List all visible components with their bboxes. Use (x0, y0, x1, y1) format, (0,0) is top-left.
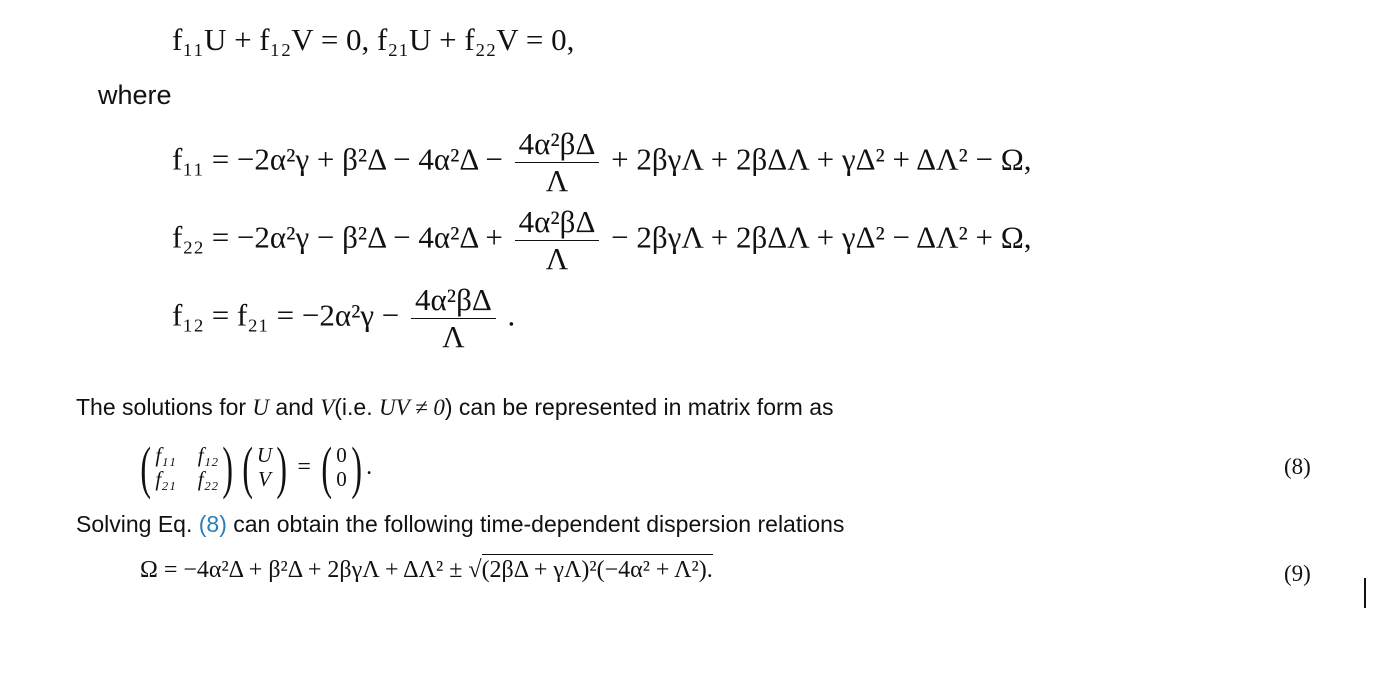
matrix-equation (136, 432, 372, 502)
para2-text-a: Solving Eq. (76, 511, 199, 537)
matrix-f22: f₂₂ (197, 467, 219, 491)
f22-fraction (515, 204, 600, 277)
vector-right-paren: ) (276, 434, 288, 500)
matrix-left-paren: ( (140, 434, 151, 500)
matrix-right-paren: ) (222, 434, 234, 500)
f11-rhs: + 2βγΛ + 2βΔΛ + γΔ² + ΔΛ² − Ω, (611, 141, 1032, 177)
equation-f-system: f₁₁U + f₁₂V = 0, f₂₁U + f₂₂V = 0, (172, 22, 575, 57)
f11-fraction (515, 126, 600, 199)
where-label: where (98, 80, 172, 110)
matrix-f11: f₁₁ (155, 443, 176, 467)
paragraph-solving (76, 511, 844, 538)
unknown-vector (257, 443, 272, 491)
para1-text-d: ) can be represented in matrix form as (444, 394, 834, 420)
f11-lhs: f₁₁ = −2α²γ + β²Δ − 4α²Δ − (172, 141, 503, 177)
para1-uv-neq: UV ≠ 0 (379, 395, 445, 420)
matrix-equals: = (297, 453, 311, 480)
matrix-f21: f₂₁ (155, 467, 176, 491)
f11-numerator: 4α²βΔ (518, 126, 596, 161)
f22-numerator: 4α²βΔ (518, 204, 596, 239)
f12-rhs: . (507, 297, 516, 333)
coefficient-matrix (155, 443, 218, 491)
f22-denominator: Λ (515, 240, 600, 277)
para1-var-v: V (320, 395, 335, 420)
dispersion-relation-equation (140, 557, 713, 584)
f12-fraction (411, 282, 496, 355)
f22-rhs: − 2βγΛ + 2βΔΛ + γΔ² − ΔΛ² + Ω, (611, 219, 1032, 255)
paragraph-solutions (76, 394, 833, 421)
f12-denominator: Λ (411, 318, 496, 355)
equation-number-8: (8) (1284, 454, 1311, 479)
equation-8-link[interactable]: (8) (198, 511, 227, 537)
eq9-lhs: Ω = −4α²Δ + β²Δ + 2βγΛ + ΔΛ² ± √ (140, 557, 482, 583)
zero-vector (336, 443, 347, 491)
f11-denominator: Λ (515, 162, 600, 199)
matrix-f12: f₁₂ (197, 443, 219, 467)
zero-left-paren: ( (321, 434, 332, 500)
f12-numerator: 4α²βΔ (415, 282, 492, 317)
para1-var-u: U (252, 395, 270, 420)
para1-text-c: (i.e. (334, 394, 379, 420)
text-cursor (1364, 578, 1366, 608)
equation-f11 (172, 126, 1032, 199)
eq9-radicand: (2βΔ + γΛ)²(−4α² + Λ²). (482, 554, 713, 583)
equation-f22 (172, 204, 1032, 277)
vector-u: U (256, 443, 273, 467)
f12-lhs: f₁₂ = f₂₁ = −2α²γ − (172, 297, 400, 333)
zero-2: 0 (336, 467, 347, 491)
zero-right-paren: ) (351, 434, 362, 500)
vector-left-paren: ( (241, 434, 253, 500)
para1-text-b: and (269, 394, 321, 420)
equation-f12 (172, 282, 515, 355)
para1-text-a: The solutions for (76, 394, 253, 420)
equation-number-9: (9) (1284, 561, 1311, 586)
vector-v: V (258, 467, 271, 491)
f22-lhs: f₂₂ = −2α²γ − β²Δ − 4α²Δ + (172, 219, 503, 255)
zero-1: 0 (336, 443, 347, 467)
para2-text-b: can obtain the following time-dependent dispersion relations (226, 511, 845, 537)
matrix-period: . (366, 453, 373, 480)
